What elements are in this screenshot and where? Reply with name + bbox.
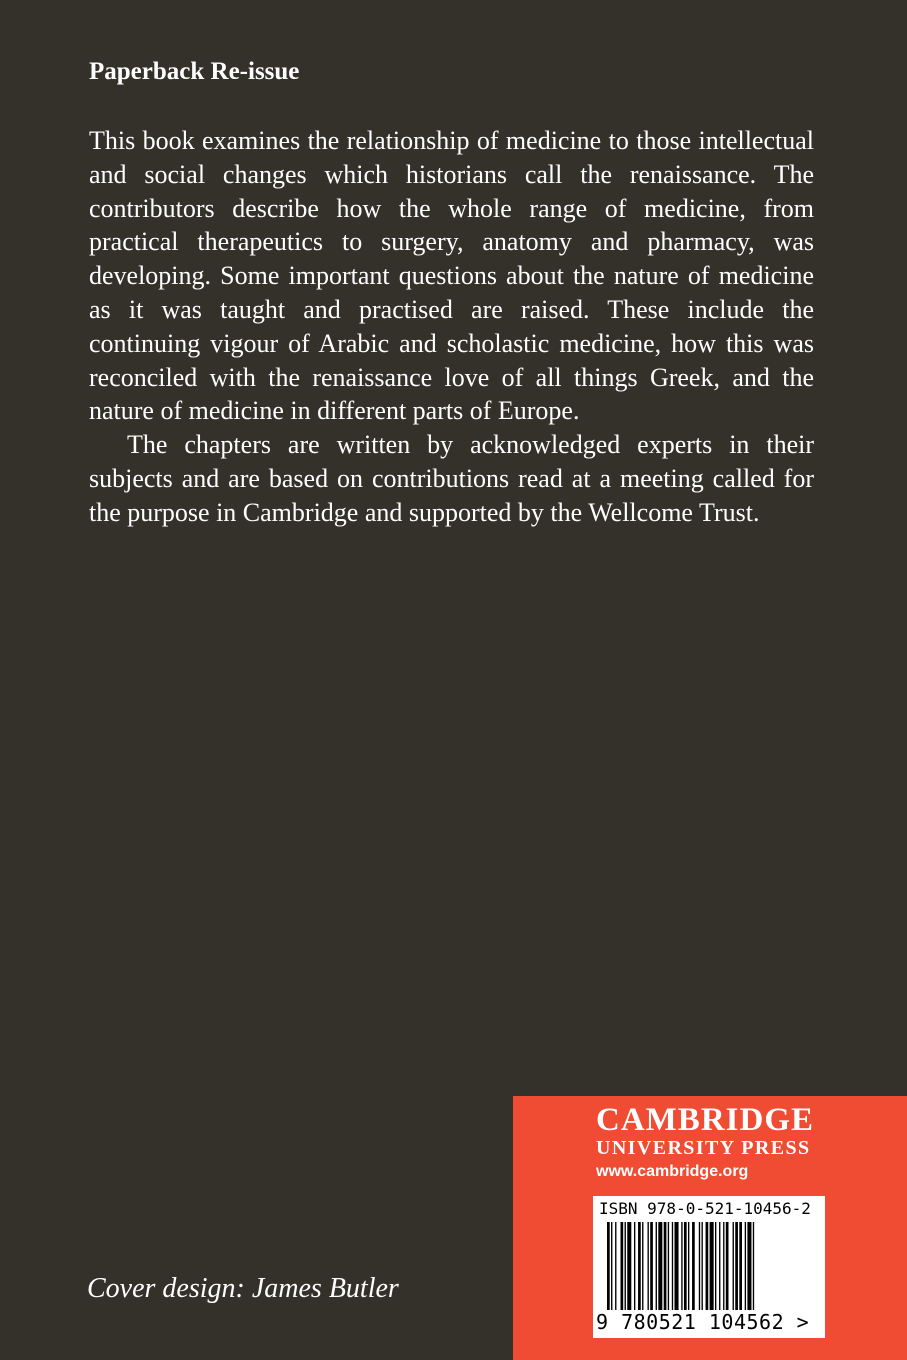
barcode-bar <box>668 1222 669 1310</box>
barcode-bar <box>753 1222 754 1310</box>
barcode-bar <box>664 1222 667 1310</box>
barcode-bar <box>745 1222 746 1310</box>
blurb-paragraph: The chapters are written by acknowledged experts in their subjects and are based on contributions read at a meeting called for the purpose in Cambridge and supported by the Wellcome Trust. <box>89 430 814 527</box>
publisher-subtitle: UNIVERSITY PRESS <box>596 1137 811 1159</box>
barcode-bar <box>658 1222 662 1310</box>
barcode-bar <box>634 1222 635 1310</box>
blurb-paragraph: This book examines the relationship of medicine to those intellectual and social changes which historians call the renaissance. The contributors describe how the whole range of medicine, from practical therapeutics to surgery, anatomy and pharmacy, was developing. Some important questions about the nature of medicine as it was taught and practised are raised. These include the continuing vigour of Arabic and scholastic medicine, how this was reconciled with the renaissance love of all things Greek, and the nature of medicine in different parts of Europe. <box>89 126 814 426</box>
barcode-bar <box>656 1222 657 1310</box>
barcode-bar <box>719 1222 720 1310</box>
barcode-bar <box>627 1222 631 1310</box>
blurb-text <box>89 124 814 530</box>
barcode-box <box>593 1196 825 1338</box>
barcode-bar <box>688 1222 689 1310</box>
barcode-bar <box>607 1222 610 1310</box>
publisher-url: www.cambridge.org <box>596 1163 749 1180</box>
barcode-bar <box>621 1222 624 1310</box>
barcode-bar <box>615 1222 616 1310</box>
isbn-label: ISBN 978-0-521-10456-2 <box>599 1199 811 1218</box>
barcode-digits: 9 780521 104562 > <box>596 1310 810 1334</box>
barcode-bar <box>611 1222 612 1310</box>
barcode-bar <box>648 1222 649 1310</box>
barcode-bar <box>706 1222 709 1310</box>
barcode-bar <box>650 1222 653 1310</box>
barcode-bar <box>702 1222 703 1310</box>
barcode-bar <box>692 1222 695 1310</box>
barcode-bar <box>638 1222 641 1310</box>
barcode-bar <box>672 1222 673 1310</box>
barcode-bar <box>699 1222 700 1310</box>
barcode-bar <box>684 1222 687 1310</box>
publisher-panel <box>513 1096 907 1360</box>
barcode-icon <box>607 1222 811 1310</box>
barcode-bar <box>733 1222 734 1310</box>
barcode-bar <box>681 1222 682 1310</box>
barcode-bar <box>710 1222 714 1310</box>
barcode-bar <box>625 1222 626 1310</box>
barcode-bar <box>747 1222 751 1310</box>
barcode-bar <box>675 1222 679 1310</box>
barcode-bar <box>715 1222 716 1310</box>
barcode-bar <box>735 1222 738 1310</box>
section-heading: Paperback Re-issue <box>89 58 300 85</box>
barcode-bar <box>642 1222 643 1310</box>
cover-design-credit: Cover design: James Butler <box>87 1273 399 1304</box>
barcode-bar <box>739 1222 742 1310</box>
publisher-name: CAMBRIDGE <box>596 1102 815 1138</box>
barcode-bar <box>723 1222 724 1310</box>
barcode-bar <box>726 1222 729 1310</box>
